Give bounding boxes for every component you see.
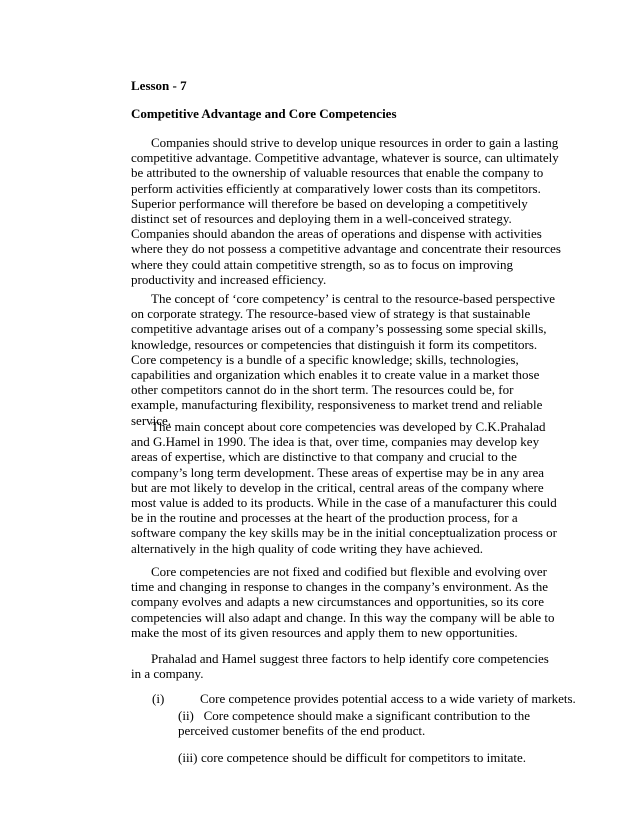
lesson-label: Lesson - 7 <box>131 78 187 93</box>
factor-item-2 <box>178 708 562 738</box>
factor-text: core competence should be difficult for competitors to imitate. <box>201 750 527 765</box>
factor-number: (iii) <box>178 750 198 765</box>
factor-text: Core competence should make a significant contribution to the perceived customer benefits of the end product. <box>178 708 530 739</box>
paragraph-3: The main concept about core competencies was developed by C.K.Prahalad and G.Hamel in 1990. The idea is that, over time, companies may develop key areas of expertise, which are distinctive to that company and crucial to the company’s long term development. These areas of expertise may be in any area but are mot likely to develop in the critical, central areas of the company where most value is added to its products. While in the case of a manufacturer this could be in the routine and processes at the heart of the production process, for a software company the key skills may be in the initial conceptualization process or alternatively in the high quality of code writing they have achieved. <box>131 419 557 556</box>
factor-item-3 <box>178 750 562 765</box>
paragraph-1: Companies should strive to develop unique resources in order to gain a lasting competitive advantage. Competitive advantage, whatever is source, can ultimately be attributed to the ownership of valuable resources that enable the company to perform activities efficiently at comparatively lower costs than its competitors. Superior performance will therefore be based on developing a competitively distinct set of resources and deploying them in a well-conceived strategy. Companies should abandon the areas of operations and dispense with activities where they do not possess a competitive advantage and concentrate their resources where they could attain competitive strength, so as to focus on improving productivity and increased efficiency. <box>131 135 561 287</box>
paragraph-2: The concept of ‘core competency’ is central to the resource-based perspective on corporate strategy. The resource-based view of strategy is that sustainable competitive advantage arises out of a company’s possessing some special skills, knowledge, resources or competencies that distinguish it form its competitors. Core competency is a bundle of a specific knowledge; skills, technologies, capabilities and organization which enables it to create value in a market those other competitors cannot do in the short term. The resources could be, for example, manufacturing flexibility, responsiveness to market trend and reliable service. <box>131 291 556 428</box>
factor-text: Core competence provides potential access to a wide variety of markets. <box>200 691 576 706</box>
factor-number: (i) <box>152 691 165 706</box>
paragraph-4: Core competencies are not fixed and codified but flexible and evolving over time and changing in response to changes in the company’s environment. As the company evolves and adapts a new circumstances and opportunities, so its core competencies will also adapt and change. In this way the company will be able to make the most of its given resources and apply them to new opportunities. <box>131 564 555 640</box>
page-title: Competitive Advantage and Core Competencies <box>131 106 397 121</box>
factor-number: (ii) <box>178 708 194 723</box>
paragraph-5: Prahalad and Hamel suggest three factors to help identify core competencies in a company. <box>131 651 549 682</box>
